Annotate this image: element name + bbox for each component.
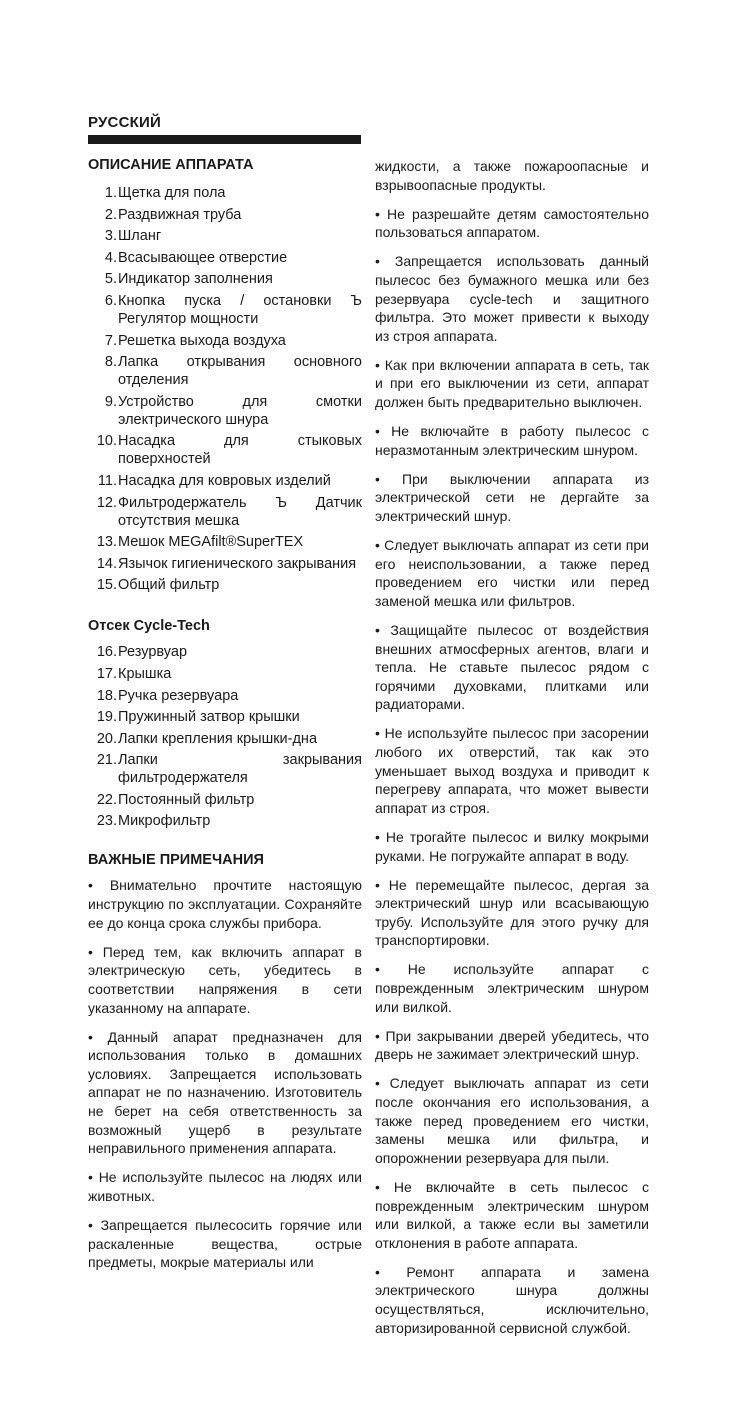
note-paragraph: • Данный апарат предназначен для использования только в домашних условиях. Запрещается использовать аппарат не по назначению. Изготовитель не берет на себя ответственность за возможный ущерб в результате неправильного применения аппарата. <box>88 1028 362 1157</box>
item-text: Язычок гигиенического закрывания <box>118 555 357 572</box>
notes-right <box>375 157 649 1337</box>
list-item <box>88 292 362 328</box>
item-text: Насадка для ковровых изделий <box>118 472 331 489</box>
parts-list <box>88 184 362 594</box>
note-paragraph: • Не перемещайте пылесос, дергая за электрический шнур или всасывающую трубу. Используйте для этого ручку для транспортировки. <box>375 876 649 949</box>
item-text: Насадка для стыковых поверхностей <box>118 433 362 468</box>
item-number: 18. <box>96 687 117 704</box>
item-number: 4. <box>104 249 117 266</box>
list-item <box>88 472 362 490</box>
item-number: 17. <box>96 665 117 682</box>
item-number: 8. <box>104 354 117 371</box>
list-item <box>88 812 362 830</box>
list-item <box>88 791 362 809</box>
item-text: Фильтродержатель Ъ Датчик отсутствия мешка <box>118 494 362 529</box>
item-number: 12. <box>96 494 117 511</box>
list-item <box>88 393 362 429</box>
item-text: Ручка резервуара <box>118 687 239 704</box>
item-number: 6. <box>104 292 117 309</box>
list-item <box>88 249 362 267</box>
list-item <box>88 687 362 705</box>
item-number: 15. <box>96 577 117 594</box>
note-paragraph: жидкости, а также пожароопасные и взрывоопасные продукты. <box>375 158 649 193</box>
item-number: 3. <box>104 228 117 245</box>
note-paragraph: • Перед тем, как включить аппарат в электрическую сеть, убедитесь в соответствии напряжения в сети указанному на аппарате. <box>88 943 362 1016</box>
item-number: 9. <box>104 393 117 410</box>
item-text: Пружинный затвор крышки <box>118 709 300 726</box>
important-notes-title: ВАЖНЫЕ ПРИМЕЧАНИЯ <box>88 852 264 869</box>
item-number: 19. <box>96 709 117 726</box>
item-number: 14. <box>96 555 117 572</box>
item-number: 16. <box>96 644 117 661</box>
item-number: 22. <box>96 791 117 808</box>
list-item <box>88 432 362 468</box>
item-text: Лапки закрывания фильтродержателя <box>118 752 362 787</box>
item-number: 11. <box>97 472 117 489</box>
note-paragraph: • Не включайте в сеть пылесос с поврежденным электрическим шнуром или вилкой, а также если вы заметили отклонения в работе аппарата. <box>375 1178 649 1251</box>
list-item <box>88 665 362 683</box>
list-item <box>88 184 362 202</box>
note-paragraph: • Как при включении аппарата в сеть, так и при его выключении из сети, аппарат должен быть предварительно выключен. <box>375 356 649 411</box>
heading-rule <box>88 135 361 144</box>
cycle-tech-title: Отсек Cycle-Tech <box>88 618 210 635</box>
item-number: 23. <box>96 813 117 830</box>
note-paragraph: • Ремонт аппарата и замена электрического шнура должны осуществляться, исключительно, авторизированной сервисной службой. <box>375 1263 649 1336</box>
item-number: 21. <box>96 752 117 769</box>
item-text: Индикатор заполнения <box>118 271 273 288</box>
item-text: Устройство для смотки электрического шнура <box>118 393 362 428</box>
note-paragraph: • Следует выключать аппарат из сети после окончания его использования, а также перед проведением его чистки, замены мешка или фильтра, и опорожнении резервуара для пыли. <box>375 1075 649 1166</box>
note-paragraph: • Не используйте аппарат с поврежденным электрическим шнуром или вилкой. <box>375 961 649 1015</box>
item-text: Постоянный фильтр <box>118 791 255 808</box>
note-paragraph: • При выключении аппарата из электрической сети не дергайте за электрический шнур. <box>375 470 649 524</box>
note-paragraph: • Не используйте пылесос при засорении любого их отверстий, так как это уменьшает выход воздуха и приводит к перегреву аппарата, что может вывести аппарат из строя. <box>375 725 649 816</box>
item-text: Кнопка пуска / остановки Ъ Регулятор мощности <box>118 292 362 327</box>
cycle-tech-list <box>88 643 362 830</box>
language-heading: РУССКИЙ <box>88 114 161 131</box>
note-paragraph: • Не разрешайте детям самостоятельно пользоваться аппаратом. <box>375 205 649 241</box>
note-paragraph: • Запрещается пылесосить горячие или раскаленные вещества, острые предметы, мокрые материалы или <box>88 1216 362 1271</box>
item-text: Щетка для пола <box>118 185 226 201</box>
note-paragraph: • Внимательно прочтите настоящую инструкцию по эксплуатации. Сохраняйте ее до конца срока службы прибора. <box>88 877 362 931</box>
right-column <box>375 157 649 1348</box>
list-item <box>88 332 362 350</box>
list-item <box>88 708 362 726</box>
list-item <box>88 555 362 573</box>
list-item <box>88 270 362 288</box>
item-number: 1. <box>104 185 117 201</box>
notes-left <box>88 876 362 1271</box>
list-item <box>88 353 362 389</box>
item-text: Шланг <box>118 228 162 245</box>
note-paragraph: • Не включайте в работу пылесос с неразмотанным электрическим шнуром. <box>375 423 649 458</box>
item-number: 2. <box>104 206 117 223</box>
item-number: 10. <box>96 433 117 450</box>
item-text: Резурвуар <box>118 644 188 661</box>
item-text: Крышка <box>118 665 172 682</box>
item-number: 13. <box>96 534 117 551</box>
item-text: Решетка выхода воздуха <box>118 332 286 349</box>
note-paragraph: • Защищайте пылесос от воздействия внешних атмосферных агентов, влаги и тепла. Не ставьте пылесос рядом с горячими духовками, плитками или радиаторами. <box>375 621 649 713</box>
item-text: Микрофильтр <box>118 813 211 830</box>
item-text: Лапки крепления крышки-дна <box>118 730 318 747</box>
item-number: 7. <box>104 332 117 349</box>
item-number: 20. <box>96 730 117 747</box>
list-item <box>88 227 362 245</box>
note-paragraph: • Запрещается использовать данный пылесос без бумажного мешка или без резервуара cycle-tech и защитного фильтра. Это может привести к выходу из строя аппарата. <box>375 253 649 344</box>
list-item <box>88 730 362 748</box>
list-item <box>88 533 362 551</box>
note-paragraph: • Следует выключать аппарат из сети при его неиспользовании, а также перед проведением его чистки или перед заменой мешка или фильтров. <box>375 537 649 609</box>
note-paragraph: • При закрывании дверей убедитесь, что дверь не зажимает электрический шнур. <box>375 1027 649 1063</box>
list-item <box>88 494 362 530</box>
left-column <box>88 155 362 1282</box>
description-title: ОПИСАНИЕ АППАРАТА <box>88 157 254 173</box>
item-text: Раздвижная труба <box>118 206 242 223</box>
note-paragraph: • Не используйте пылесос на людях или животных. <box>88 1169 362 1204</box>
item-number: 5. <box>104 271 117 288</box>
item-text: Лапка открывания основного отделения <box>118 354 362 389</box>
list-item <box>88 643 362 661</box>
item-text: Общий фильтр <box>118 577 220 594</box>
item-text: Мешок MEGAfilt®SuperTEX <box>118 534 304 551</box>
list-item <box>88 751 362 787</box>
item-text: Всасывающее отверстие <box>118 249 288 266</box>
list-item <box>88 576 362 594</box>
note-paragraph: • Не трогайте пылесос и вилку мокрыми руками. Не погружайте аппарат в воду. <box>375 828 649 864</box>
list-item <box>88 206 362 224</box>
